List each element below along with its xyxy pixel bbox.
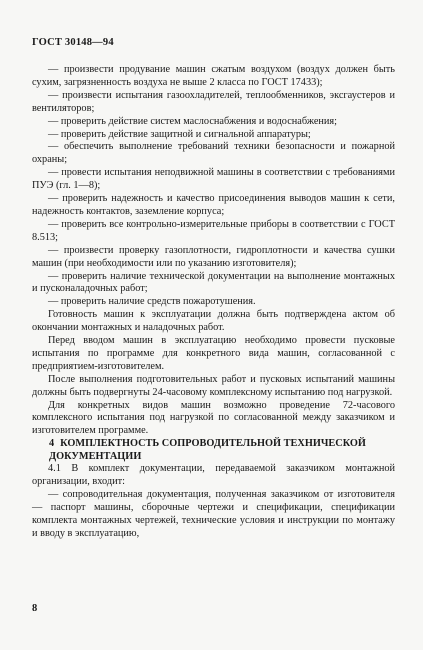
paragraph: После выполнения подготовительных работ и пусковых испытаний машины должны быть подвергнуты 24-часовому комплексному испытанию под нагрузкой.: [32, 373, 395, 398]
paragraph: — проверить наличие технической документации на выполнение монтажных и пусконаладочных работ;: [32, 270, 395, 295]
paragraph: — проверить действие защитной и сигнальной аппаратуры;: [48, 128, 311, 140]
paragraph: 4.1 В комплект документации, передаваемой заказчиком монтажной организации, входит:: [32, 463, 395, 488]
section-title-line2: ДОКУМЕНТАЦИИ: [49, 450, 142, 462]
body-text: [32, 64, 395, 541]
page-number: 8: [32, 603, 38, 614]
section-title-line1: КОМПЛЕКТНОСТЬ СОПРОВОДИТЕЛЬНОЙ ТЕХНИЧЕСКОЙ: [60, 438, 366, 450]
paragraph: — произвести испытания газоохладителей, теплообменников, эксгаустеров и вентиляторов;: [32, 89, 395, 114]
paragraph: — сопроводительная документация, полученная заказчиком от изготовителя — паспорт машины, сборочные чертежи и спецификации, спецификации комплекта монтажных чертежей, технические условия и инструкции по монтажу и вводу в эксплуатацию,: [32, 489, 395, 539]
paragraph: — проверить действие систем маслоснабжения и водоснабжения;: [48, 115, 338, 127]
paragraph: — проверить наличие средств пожаротушения.: [48, 296, 256, 308]
section-heading: [32, 438, 395, 463]
section-number: 4: [49, 438, 55, 450]
paragraph: Перед вводом машин в эксплуатацию необходимо провести пусковые испытания по программе для конкретного вида машин, согласованной с предприятием-изготовителем.: [32, 335, 395, 372]
paragraph: Готовность машин к эксплуатации должна быть подтверждена актом об окончании монтажных и наладочных работ.: [32, 309, 395, 334]
document-header: ГОСТ 30148—94: [32, 37, 114, 48]
paragraph: — обеспечить выполнение требований техники безопасности и пожарной охраны;: [32, 141, 395, 166]
paragraph: — проверить все контрольно-измерительные приборы в соответствии с ГОСТ 8.513;: [32, 218, 395, 243]
paragraph: — произвести продувание машин сжатым воздухом (воздух должен быть сухим, загрязненность воздуха не выше 2 класса по ГОСТ 17433);: [32, 64, 395, 88]
paragraph: — провести испытания неподвижной машины в соответствии с требованиями ПУЭ (гл. 1—8);: [32, 167, 395, 192]
paragraph: — проверить надежность и качество присоединения выводов машин к сети, надежность контактов, заземление корпуса;: [32, 193, 395, 217]
paragraph: — произвести проверку газоплотности, гидроплотности и качества сушки машин (при необходимости или по указанию изготовителя);: [32, 244, 395, 269]
paragraph: Для конкретных видов машин возможно проведение 72-часового комплексного испытания под нагрузкой по согласованной между заказчиком и изготовителем программе.: [32, 399, 395, 437]
